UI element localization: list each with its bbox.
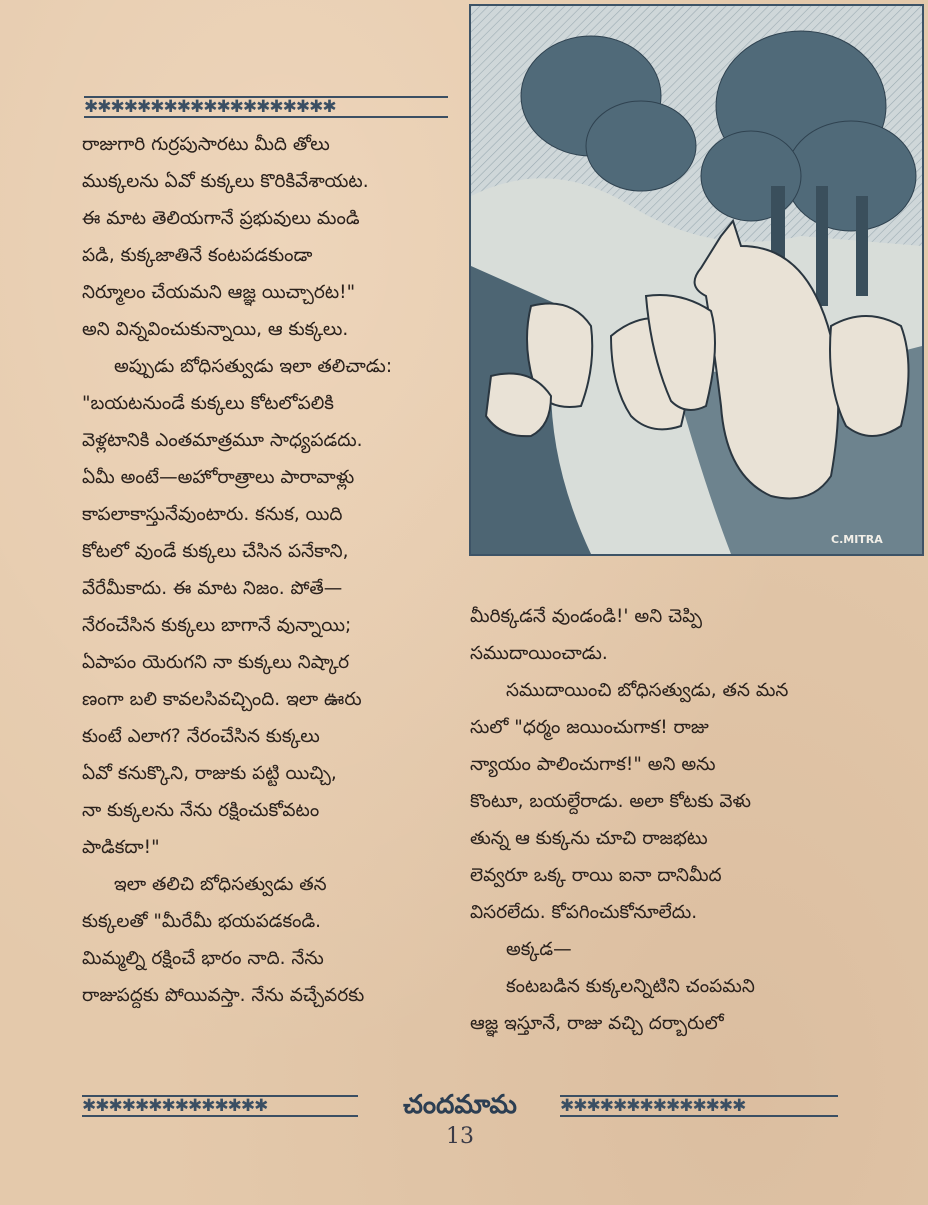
- text-line: కుక్కలతో "మీరేమీ భయపడకండి.: [82, 911, 322, 932]
- text-line: మీరిక్కడనే వుండండి!' అని చెప్పి: [470, 606, 702, 627]
- text-line: వేరేమీకాదు. ఈ మాట నిజం. పోతే—: [82, 578, 343, 599]
- text-line: ఆజ్ఞ ఇస్తూనే, రాజు వచ్చి దర్బారులో: [470, 1013, 724, 1034]
- text-line: రాజుపద్దకు పోయివస్తా. నేను వచ్చేవరకు: [82, 985, 365, 1006]
- text-line: "బయటనుండే కుక్కలు కోటలోపలికి: [82, 393, 334, 414]
- text-line: ఏవో కనుక్కొని, రాజుకు పట్టి యిచ్చి,: [82, 763, 337, 784]
- text-line: ఇలా తలిచి బోధిసత్వుడు తన: [114, 874, 327, 895]
- text-line: సులో "ధర్మం జయించుగాక! రాజు: [470, 717, 709, 738]
- text-line: ముక్కలను ఏవో కుక్కలు కొరికివేశాయట.: [82, 171, 369, 192]
- text-line: పాడికదా!": [82, 837, 160, 858]
- text-line: తున్న ఆ కుక్కను చూచి రాజభటు: [470, 828, 708, 849]
- text-line: నిర్మూలం చేయమని ఆజ్ఞ యిచ్చారట!": [82, 282, 356, 303]
- text-line: ఏపాపం యెరుగని నా కుక్కలు నిష్కార: [82, 652, 350, 673]
- text-line: కాపలాకాస్తునేవుంటారు. కనుక, యిది: [82, 504, 343, 525]
- text-line: ఈ మాట తెలియగానే ప్రభువులు మండి: [82, 208, 360, 229]
- text-line: సముదాయించి బోధిసత్వుడు, తన మన: [506, 680, 789, 701]
- text-line: విసరలేదు. కోపగించుకోనూలేదు.: [470, 902, 698, 923]
- text-line: లెవ్వరూ ఒక్క రాయి ఐనా దానిమీద: [470, 865, 722, 886]
- header-ornament: ✱✱✱✱✱✱✱✱✱✱✱✱✱✱✱✱✱✱✱: [84, 96, 448, 118]
- text-line: సముదాయించాడు.: [470, 643, 608, 664]
- artist-signature: C.MITRA: [831, 533, 883, 546]
- text-line: ఏమీ అంటే—అహోరాత్రాలు పారావాళ్లు: [82, 467, 355, 488]
- text-line: మిమ్మల్ని రక్షించే భారం నాది. నేను: [82, 948, 324, 969]
- text-line: కొంటూ, బయల్దేరాడు. అలా కోటకు వెళు: [470, 791, 751, 812]
- text-line: అక్కడ—: [506, 939, 572, 960]
- left-text-column: [82, 126, 454, 1014]
- text-line: పడి, కుక్కజాతినే కంటపడకుండా: [82, 245, 313, 266]
- text-line: అప్పుడు బోధిసత్వుడు ఇలా తలిచాడు:: [114, 356, 393, 377]
- text-line: ణంగా బలి కావలసివచ్చింది. ఇలా ఊరు: [82, 689, 362, 710]
- text-line: నేరంచేసిన కుక్కలు బాగానే వున్నాయి;: [82, 615, 352, 636]
- text-line: కోటలో వుండే కుక్కలు చేసిన పనేకాని,: [82, 541, 349, 562]
- text-line: కుంటే ఎలాగ? నేరంచేసిన కుక్కలు: [82, 726, 320, 747]
- page-number: 13: [446, 1124, 474, 1149]
- text-line: వెళ్లటానికి ఎంతమాత్రమూ సాధ్యపడదు.: [82, 430, 363, 451]
- right-text-column: [470, 598, 850, 1042]
- text-line: రాజుగారి గుర్రపుసారటు మీది తోలు: [82, 134, 330, 155]
- text-line: కంటబడిన కుక్కలన్నిటిని చంపమని: [506, 976, 755, 997]
- story-illustration: [469, 4, 924, 556]
- magazine-title: చందమామ: [403, 1090, 517, 1120]
- text-line: నా కుక్కలను నేను రక్షించుకోవటం: [82, 800, 320, 821]
- text-line: న్యాయం పాలించుగాక!" అని అను: [470, 754, 716, 775]
- text-line: అని విన్నవించుకున్నాయి, ఆ కుక్కలు.: [82, 319, 349, 340]
- footer-ornament-left: ✱✱✱✱✱✱✱✱✱✱✱✱✱✱: [82, 1095, 358, 1117]
- dogs-gathering-illustration: [471, 6, 922, 554]
- footer-ornament-right: ✱✱✱✱✱✱✱✱✱✱✱✱✱✱: [560, 1095, 838, 1117]
